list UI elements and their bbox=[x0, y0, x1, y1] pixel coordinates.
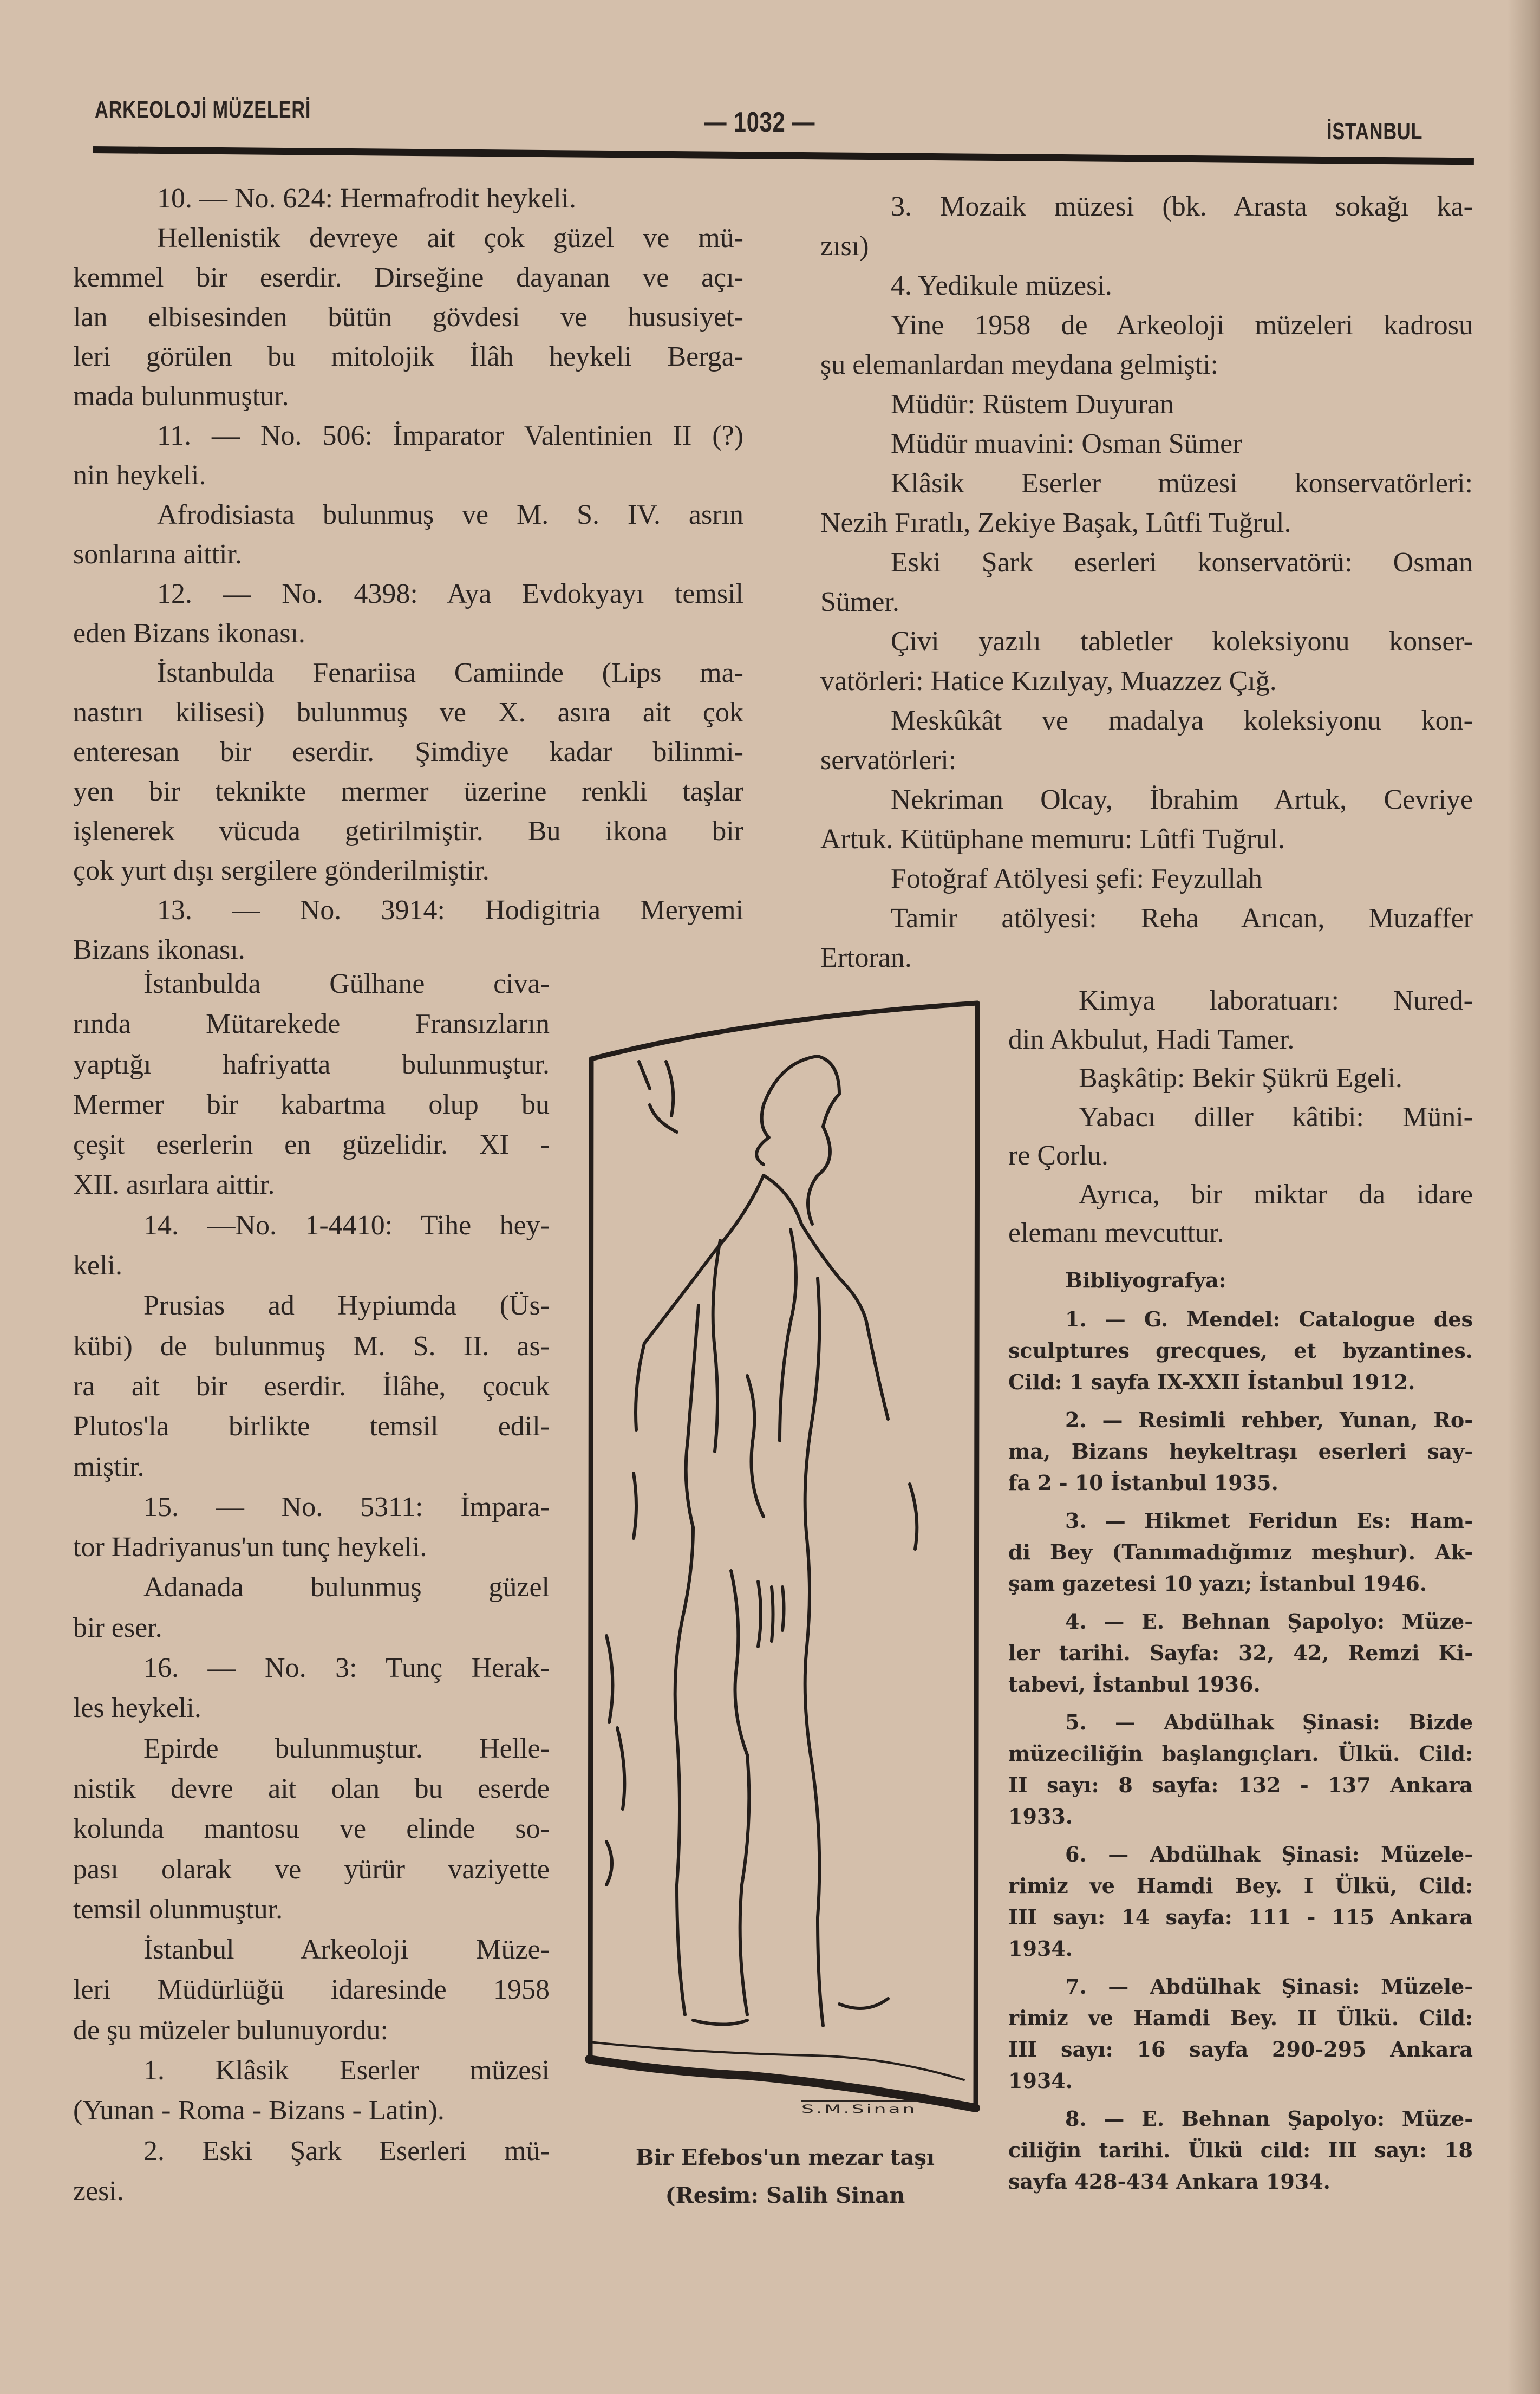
page-number: — 1032 — bbox=[704, 107, 815, 138]
paragraph bbox=[73, 1648, 550, 1729]
text-line: ciliğin tarihi. Ülkü cild: III sayı: 18 bbox=[1008, 2138, 1473, 2162]
stele-frame bbox=[589, 1003, 977, 2108]
text-line: eden Bizans ikonası. bbox=[73, 618, 305, 649]
paragraph bbox=[73, 1206, 550, 1286]
page-edge-shadow bbox=[1508, 0, 1540, 2394]
text-line: Sümer. bbox=[820, 587, 899, 617]
bibliography-list bbox=[1008, 1304, 1473, 2197]
text-line: 11. — No. 506: İmparator Valentinien II (?) bbox=[157, 420, 743, 451]
text-line: çok yurt dışı sergilere gönderilmiştir. bbox=[73, 855, 490, 886]
paragraph bbox=[73, 416, 743, 495]
text-line: nin heykeli. bbox=[73, 460, 206, 491]
text-line: kemmel bir eserdir. Dirseğine dayanan ve açı- bbox=[73, 262, 743, 293]
text-line: rimiz ve Hamdi Bey. II Ülkü. Cild: bbox=[1008, 2006, 1473, 2030]
text-line: Meskûkât ve madalya koleksiyonu kon- bbox=[891, 705, 1473, 736]
left-column-upper bbox=[73, 179, 743, 970]
text-line: fa 2 - 10 İstanbul 1935. bbox=[1008, 1471, 1278, 1495]
text-line: 1934. bbox=[1008, 2068, 1073, 2093]
text-line: Kimya laboratuarı: Nured- bbox=[1079, 985, 1473, 1016]
text-line: II sayı: 8 sayfa: 132 - 137 Ankara bbox=[1008, 1773, 1473, 1797]
paragraph bbox=[820, 543, 1473, 622]
text-line: bir eser. bbox=[73, 1612, 162, 1643]
text-line: tabevi, İstanbul 1936. bbox=[1008, 1672, 1261, 1696]
text-line: 8. — E. Behnan Şapolyo: Müze- bbox=[1065, 2106, 1473, 2131]
text-line: 4. — E. Behnan Şapolyo: Müze- bbox=[1065, 1609, 1473, 1634]
text-line: 12. — No. 4398: Aya Evdokyayı temsil bbox=[157, 578, 743, 609]
text-line: zısı) bbox=[820, 231, 869, 262]
text-line: Yabacı diller kâtibi: Müni- bbox=[1079, 1101, 1473, 1133]
text-line: temsil olunmuştur. bbox=[73, 1894, 283, 1925]
paragraph bbox=[820, 622, 1473, 701]
text-line: 7. — Abdülhak Şinasi: Müzele- bbox=[1065, 1974, 1473, 1999]
text-line: tor Hadriyanus'un tunç heykeli. bbox=[73, 1532, 427, 1563]
paragraph bbox=[1008, 981, 1473, 1059]
paragraph bbox=[1008, 1175, 1473, 1253]
text-line: Fotoğraf Atölyesi şefi: Feyzullah bbox=[891, 863, 1263, 894]
text-line: 10. — No. 624: Hermafrodit heykeli. bbox=[157, 183, 577, 214]
text-line: rında Mütarekede Fransızların bbox=[73, 1009, 550, 1040]
paragraph bbox=[820, 701, 1473, 780]
text-line: zesi. bbox=[73, 2175, 124, 2207]
paragraph bbox=[1008, 1059, 1473, 1098]
paragraph bbox=[820, 187, 1473, 266]
paragraph bbox=[73, 1567, 550, 1648]
paragraph bbox=[73, 495, 743, 574]
figure-caption-title: Bir Efebos'un mezar taşı bbox=[635, 2145, 935, 2170]
text-line: yaptığı hafriyatta bulunmuştur. bbox=[73, 1049, 550, 1080]
text-line: Adanada bulunmuş güzel bbox=[143, 1572, 550, 1603]
text-line: 15. — No. 5311: İmpara- bbox=[143, 1491, 550, 1523]
right-column-lower bbox=[1008, 981, 1473, 1253]
text-line: yen bir teknikte mermer üzerine renkli taşlar bbox=[73, 776, 743, 807]
text-line: di Bey (Tanımadığımız meşhur). Ak- bbox=[1008, 1540, 1473, 1564]
text-line: İstanbulda Gülhane civa- bbox=[143, 968, 550, 999]
text-line: Epirde bulunmuştur. Helle- bbox=[143, 1733, 550, 1764]
text-line: keli. bbox=[73, 1250, 122, 1281]
text-line: sculptures grecques, et byzantines. bbox=[1008, 1338, 1473, 1363]
text-line: mada bulunmuştur. bbox=[73, 381, 289, 412]
text-line: 6. — Abdülhak Şinasi: Müzele- bbox=[1065, 1842, 1473, 1866]
paragraph bbox=[1008, 1606, 1473, 1700]
paragraph bbox=[1008, 1707, 1473, 1832]
text-line: ma, Bizans heykeltraşı eserleri say- bbox=[1008, 1439, 1473, 1463]
paragraph bbox=[1008, 1098, 1473, 1175]
running-header-section: İSTANBUL bbox=[1327, 118, 1423, 145]
paragraph bbox=[73, 179, 743, 218]
text-line: 3. Mozaik müzesi (bk. Arasta sokağı ka- bbox=[891, 191, 1473, 222]
text-line: 3. — Hikmet Feridun Es: Ham- bbox=[1065, 1508, 1473, 1533]
text-line: Ayrıca, bir miktar da idare bbox=[1079, 1179, 1473, 1210]
paragraph bbox=[1008, 1404, 1473, 1499]
text-line: XII. asırlara aittir. bbox=[73, 1169, 275, 1201]
text-line: Eski Şark eserleri konservatörü: Osman bbox=[891, 547, 1473, 578]
text-line: Tamir atölyesi: Reha Arıcan, Muzaffer bbox=[891, 903, 1473, 934]
text-line: çeşit eserlerin en güzelidir. XI - bbox=[73, 1129, 550, 1161]
paragraph bbox=[820, 464, 1473, 543]
artist-signature: S.M.Sinan bbox=[801, 2100, 917, 2116]
paragraph bbox=[820, 424, 1473, 464]
text-line: 16. — No. 3: Tunç Herak- bbox=[143, 1653, 550, 1684]
text-line: 2. — Resimli rehber, Yunan, Ro- bbox=[1065, 1408, 1473, 1432]
text-line: lan elbisesinden bütün gövdesi ve hususiyet- bbox=[73, 302, 743, 333]
text-line: sayfa 428-434 Ankara 1934. bbox=[1008, 2169, 1330, 2194]
bibliography-title: Bibliyografya: bbox=[1065, 1268, 1226, 1292]
text-line: (Yunan - Roma - Bizans - Latin). bbox=[73, 2095, 445, 2126]
text-line: 13. — No. 3914: Hodigitria Meryemi bbox=[157, 895, 743, 926]
paragraph bbox=[73, 218, 743, 416]
text-line: Müdür muavini: Osman Sümer bbox=[891, 428, 1242, 459]
text-line: III sayı: 14 sayfa: 111 - 115 Ankara bbox=[1008, 1905, 1473, 1929]
text-line: Cild: 1 sayfa IX-XXII İstanbul 1912. bbox=[1008, 1370, 1415, 1394]
paragraph bbox=[73, 1286, 550, 1487]
text-line: nistik devre ait olan bu eserde bbox=[73, 1773, 550, 1804]
text-line: 14. —No. 1-4410: Tihe hey- bbox=[143, 1209, 550, 1241]
text-line: ra ait bir eserdir. İlâhe, çocuk bbox=[73, 1370, 550, 1402]
text-line: Plutos'la birlikte temsil edil- bbox=[73, 1411, 550, 1442]
text-line: Müdür: Rüstem Duyuran bbox=[891, 389, 1174, 420]
text-line: enteresan bir eserdir. Şimdiye kadar bilinmi- bbox=[73, 737, 743, 767]
stele-drawing bbox=[585, 997, 986, 2129]
text-line: Afrodisiasta bulunmuş ve M. S. IV. asrın bbox=[157, 499, 743, 530]
paragraph bbox=[73, 2051, 550, 2131]
text-line: Çivi yazılı tabletler koleksiyonu konser- bbox=[891, 626, 1473, 657]
paragraph bbox=[73, 964, 550, 1206]
text-line: Prusias ad Hypiumda (Üs- bbox=[143, 1290, 550, 1322]
text-line: kübi) de bulunmuş M. S. II. as- bbox=[73, 1330, 550, 1362]
running-header-title: ARKEOLOJİ MÜZELERİ bbox=[95, 96, 311, 123]
text-line: les heykeli. bbox=[73, 1693, 201, 1724]
paragraph bbox=[820, 305, 1473, 385]
paragraph bbox=[73, 653, 743, 890]
bibliography bbox=[1008, 1265, 1473, 2204]
text-line: işlenerek vücuda getirilmiştir. Bu ikona bir bbox=[73, 816, 743, 847]
text-line: servatörleri: bbox=[820, 745, 957, 776]
text-line: şu elemanlardan meydana gelmişti: bbox=[820, 349, 1218, 380]
text-line: 1. — G. Mendel: Catalogue des bbox=[1065, 1307, 1473, 1331]
paragraph bbox=[820, 266, 1473, 305]
paragraph bbox=[820, 780, 1473, 859]
text-line: nastırı kilisesi) bulunmuş ve X. asıra ait çok bbox=[73, 697, 743, 728]
text-line: III sayı: 16 sayfa 290-295 Ankara bbox=[1008, 2037, 1473, 2061]
text-line: de şu müzeler bulunuyordu: bbox=[73, 2014, 388, 2046]
paragraph bbox=[1008, 1839, 1473, 1964]
text-line: İstanbul Arkeoloji Müze- bbox=[143, 1934, 550, 1966]
text-line: müzeciliğin başlangıçları. Ülkü. Cild: bbox=[1008, 1741, 1473, 1766]
text-line: Hellenistik devreye ait çok güzel ve mü- bbox=[157, 223, 743, 253]
paragraph bbox=[73, 2131, 550, 2212]
paragraph bbox=[820, 859, 1473, 899]
text-line: Başkâtip: Bekir Şükrü Egeli. bbox=[1079, 1063, 1402, 1094]
paragraph bbox=[820, 899, 1473, 978]
paragraph bbox=[1008, 1304, 1473, 1398]
text-line: Mermer bir kabartma olup bu bbox=[73, 1089, 550, 1120]
text-line: 2. Eski Şark Eserleri mü- bbox=[143, 2135, 550, 2167]
text-line: miştir. bbox=[73, 1451, 145, 1482]
paragraph bbox=[820, 385, 1473, 424]
paragraph bbox=[1008, 1505, 1473, 1599]
text-line: 5. — Abdülhak Şinasi: Bizde bbox=[1065, 1710, 1473, 1734]
header-rule bbox=[93, 146, 1474, 165]
text-line: Yine 1958 de Arkeoloji müzeleri kadrosu bbox=[891, 310, 1473, 341]
text-line: leri görülen bu mitolojik İlâh heykeli Berga- bbox=[73, 341, 743, 372]
text-line: re Çorlu. bbox=[1008, 1140, 1108, 1171]
text-line: sonlarına aittir. bbox=[73, 539, 242, 570]
paragraph bbox=[73, 1930, 550, 2051]
ephebe-figure bbox=[606, 1056, 917, 2026]
text-line: Artuk. Kütüphane memuru: Lûtfi Tuğrul. bbox=[820, 824, 1285, 855]
paragraph bbox=[73, 890, 743, 970]
left-column-lower bbox=[73, 964, 550, 2211]
paragraph bbox=[73, 1487, 550, 1568]
text-line: din Akbulut, Hadi Tamer. bbox=[1008, 1024, 1295, 1055]
text-line: ler tarihi. Sayfa: 32, 42, Remzi Ki- bbox=[1008, 1641, 1473, 1665]
text-line: 1934. bbox=[1008, 1936, 1073, 1961]
text-line: leri Müdürlüğü idaresinde 1958 bbox=[73, 1974, 550, 2006]
text-line: rimiz ve Hamdi Bey. I Ülkü, Cild: bbox=[1008, 1873, 1473, 1898]
paragraph bbox=[1008, 2103, 1473, 2197]
figure-caption-credit: (Resim: Salih Sinan bbox=[665, 2183, 905, 2208]
paragraph bbox=[73, 574, 743, 653]
text-line: 4. Yedikule müzesi. bbox=[891, 270, 1112, 301]
text-line: Klâsik Eserler müzesi konservatörleri: bbox=[891, 468, 1473, 499]
text-line: kolunda mantosu ve elinde so- bbox=[73, 1813, 550, 1845]
text-line: 1. Klâsik Eserler müzesi bbox=[143, 2055, 550, 2086]
text-line: Bizans ikonası. bbox=[73, 934, 245, 965]
text-line: vatörleri: Hatice Kızılyay, Muazzez Çığ. bbox=[820, 666, 1277, 697]
text-line: şam gazetesi 10 yazı; İstanbul 1946. bbox=[1008, 1571, 1427, 1596]
text-line: Ertoran. bbox=[820, 942, 912, 973]
text-line: İstanbulda Fenariisa Camiinde (Lips ma- bbox=[157, 658, 743, 688]
text-line: 1933. bbox=[1008, 1804, 1073, 1829]
text-line: Nezih Fıratlı, Zekiye Başak, Lûtfi Tuğrul. bbox=[820, 508, 1291, 538]
text-line: pası olarak ve yürür vaziyette bbox=[73, 1853, 550, 1885]
paragraph bbox=[1008, 1971, 1473, 2097]
paragraph bbox=[73, 1729, 550, 1930]
text-line: elemanı mevcuttur. bbox=[1008, 1218, 1224, 1248]
right-column-upper bbox=[820, 187, 1473, 978]
text-line: Nekriman Olcay, İbrahim Artuk, Cevriye bbox=[891, 784, 1473, 815]
